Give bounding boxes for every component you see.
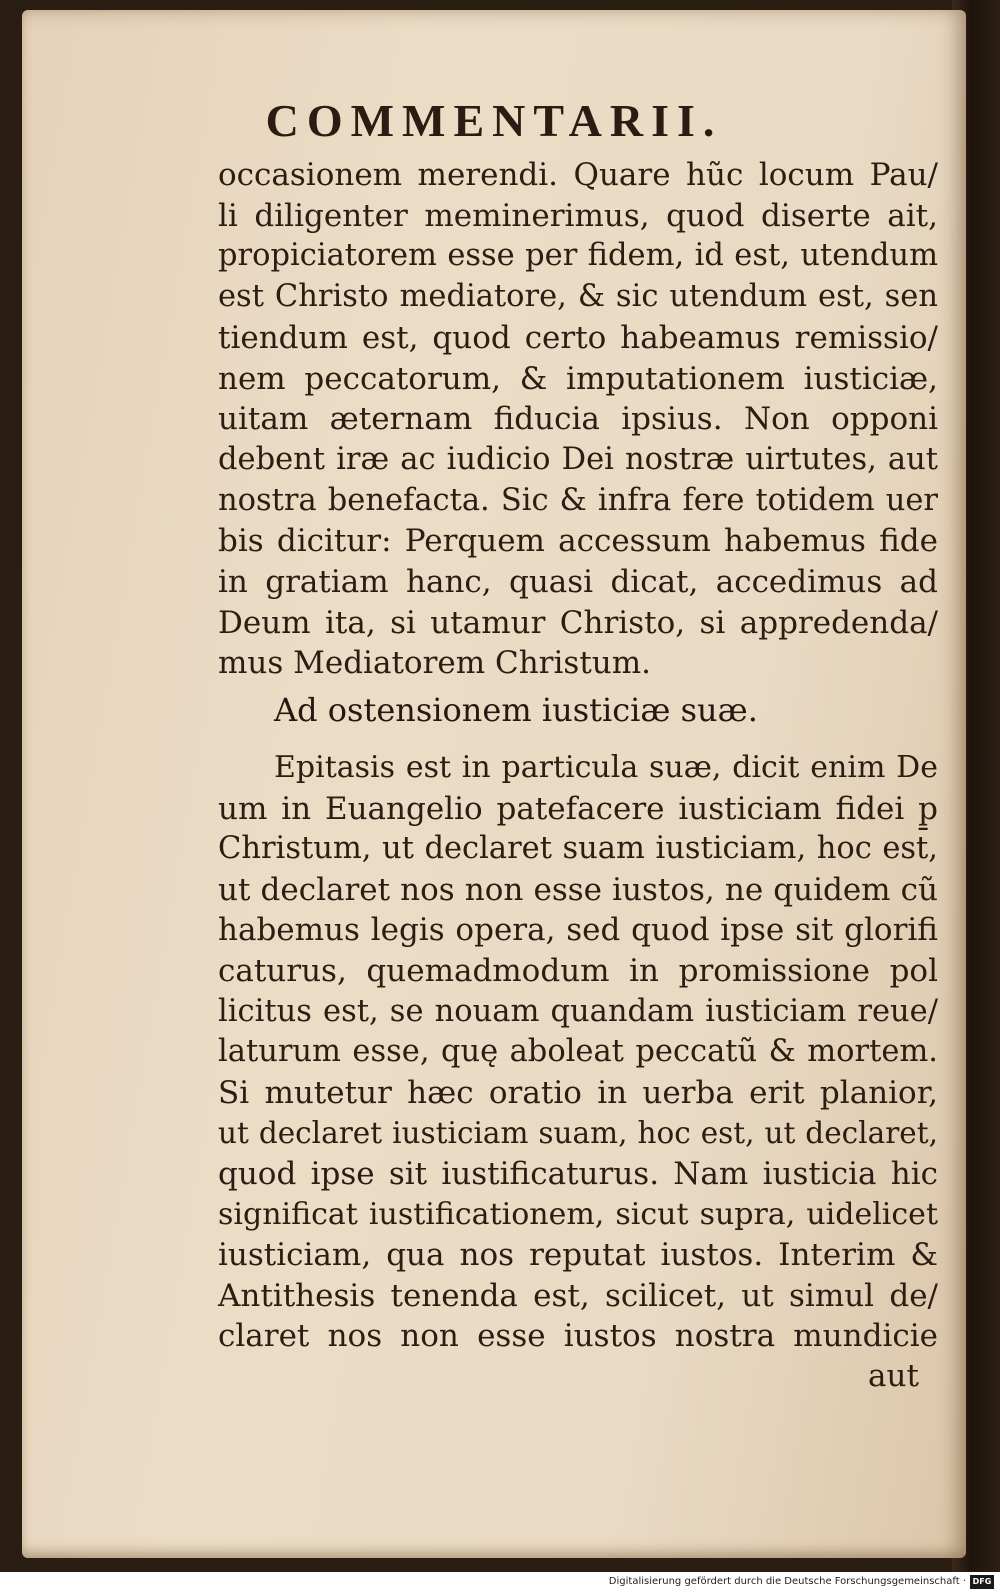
text-line: ut declaret iusticiam suam, hoc est, ut declaret, bbox=[218, 1116, 938, 1151]
running-header: COMMENTARII. bbox=[265, 95, 723, 146]
text-line: ut declaret nos non esse iustos, ne quidem cũ bbox=[218, 871, 938, 908]
text-line: uitam æternam fiducia ipsius. Non opponi bbox=[218, 401, 938, 438]
text-line: laturum esse, quę aboleat peccatũ & mortem. bbox=[218, 1034, 938, 1070]
text-line: Antithesis tenenda est, scilicet, ut simul de/ bbox=[218, 1277, 938, 1314]
text-line: propiciatorem esse per fidem, id est, utendum bbox=[218, 238, 938, 274]
paragraph-1 bbox=[218, 155, 938, 684]
text-line: habemus legis opera, sed quod ipse sit glorifi bbox=[218, 912, 938, 949]
text-line: li diligenter meminerimus, quod diserte ait, bbox=[218, 197, 938, 234]
section-heading: Ad ostensionem iusticiæ suæ. bbox=[274, 691, 758, 729]
text-line: Deum ita, si utamur Christo, si appredenda/ bbox=[218, 604, 938, 641]
dfg-logo-icon: DFG bbox=[970, 1575, 994, 1589]
text-line: est Christo mediatore, & sic utendum est, sen bbox=[218, 279, 938, 315]
text-line: in gratiam hanc, quasi dicat, accedimus ad bbox=[218, 564, 938, 601]
text-line: nostra benefacta. Sic & infra fere totidem uer bbox=[218, 482, 938, 518]
catchword: aut bbox=[868, 1358, 919, 1394]
text-line: debent iræ ac iudicio Dei nostræ uirtutes, aut bbox=[218, 441, 938, 477]
text-line: Epitasis est in particula suæ, dicit enim De bbox=[274, 750, 938, 785]
text-line: licitus est, se nouam quandam iusticiam reue/ bbox=[218, 993, 938, 1029]
text-line: occasionem merendi. Quare hũc locum Pau/ bbox=[218, 157, 938, 193]
text-line: bis dicitur: Perquem accessum habemus fide bbox=[218, 523, 938, 560]
footer-bar bbox=[0, 1572, 1000, 1594]
footer-credit: Digitalisierung gefördert durch die Deutsche Forschungsgemeinschaft · bbox=[608, 1576, 966, 1587]
text-line: um in Euangelio patefacere iusticiam fidei p̱ bbox=[218, 790, 938, 827]
text-line: nem peccatorum, & imputationem iusticiæ, bbox=[218, 360, 938, 397]
text-line: Si mutetur hæc oratio in uerba erit planior, bbox=[218, 1074, 938, 1111]
text-line: mus Mediatorem Christum. bbox=[218, 645, 651, 682]
text-line: significat iustificationem, sicut supra, uidelicet bbox=[218, 1196, 938, 1232]
text-line: iusticiam, qua nos reputat iustos. Interim & bbox=[218, 1237, 938, 1274]
text-line: Christum, ut declaret suam iusticiam, hoc est, bbox=[218, 831, 938, 867]
page-content bbox=[22, 10, 966, 1558]
text-line: quod ipse sit iustificaturus. Nam iusticia hic bbox=[218, 1155, 938, 1192]
text-line: caturus, quemadmodum in promissione pol bbox=[218, 952, 938, 989]
paragraph-2 bbox=[218, 748, 938, 1357]
book-page bbox=[22, 10, 966, 1558]
text-line: tiendum est, quod certo habeamus remissio/ bbox=[218, 319, 938, 356]
text-line: claret nos non esse iustos nostra mundicie bbox=[218, 1318, 938, 1355]
